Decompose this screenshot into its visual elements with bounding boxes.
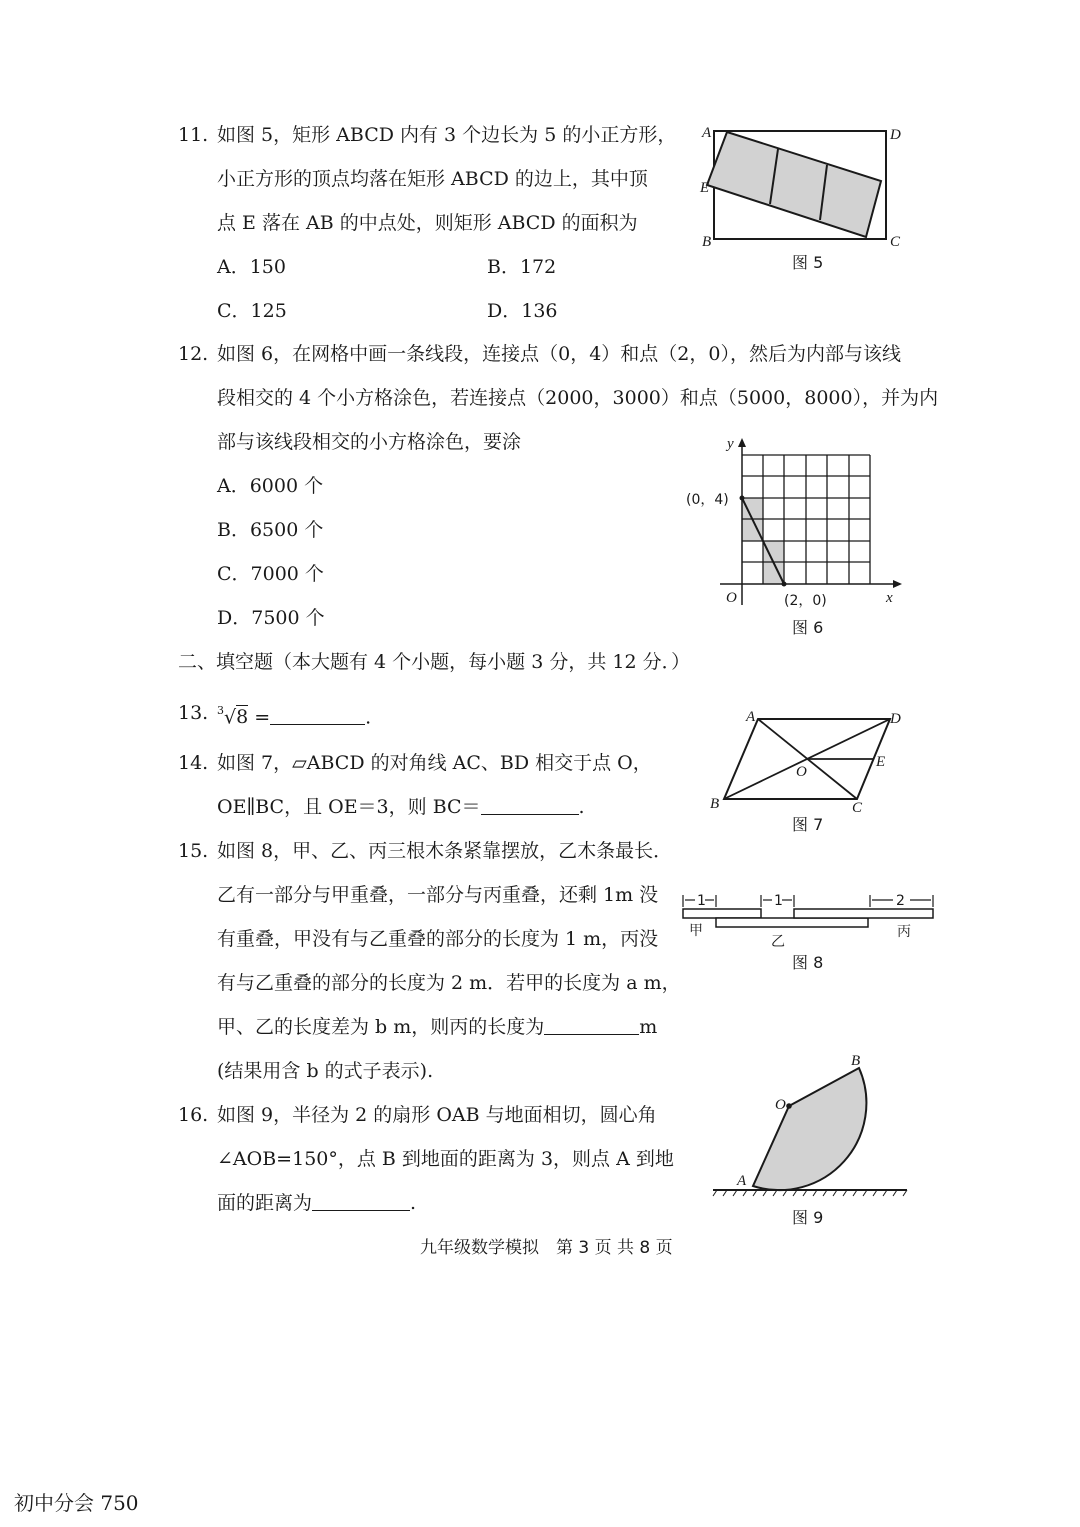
q13-answer-blank[interactable]: [270, 706, 365, 725]
q11-option-c: C．125: [217, 300, 287, 322]
q16-line3-wrap: [217, 1191, 416, 1215]
section-2-heading: 二、填空题（本大题有 4 个小题，每小题 3 分，共 12 分．）: [178, 651, 691, 673]
q14-line1: 如图 7，▱ABCD 的对角线 AC、BD 相交于点 O，: [217, 752, 652, 774]
bar-bing: [794, 909, 933, 918]
q16-answer-blank[interactable]: [312, 1192, 410, 1211]
q11-line2: 小正方形的顶点均落在矩形 ABCD 的边上，其中顶: [217, 168, 648, 190]
label-c: C: [890, 234, 901, 250]
q13-root-sign: √: [224, 706, 237, 729]
q11-line3: 点 E 落在 AB 的中点处，则矩形 ABCD 的面积为: [217, 212, 638, 234]
label-d: D: [890, 127, 901, 143]
q11-option-b: B．172: [487, 256, 557, 278]
dim-bing-label: 2: [896, 893, 905, 909]
label-bing: 丙: [897, 924, 911, 940]
q16-number: 16.: [178, 1104, 209, 1126]
dim-gap-label: 1: [774, 893, 783, 909]
label-jia: 甲: [689, 923, 703, 939]
q15-line5-text: 甲、乙的长度差为 b m，则丙的长度为: [217, 1016, 545, 1038]
figure-5-caption: 图 5: [792, 253, 824, 272]
dim-jia-label: 1: [697, 893, 706, 909]
q15-line6: (结果用含 b 的式子表示).: [217, 1060, 434, 1082]
q11-option-a: A．150: [217, 256, 286, 278]
bar-yi: [716, 918, 868, 927]
q16-period: .: [410, 1192, 417, 1214]
x-axis-arrow: [893, 580, 902, 588]
q12-number: 12.: [178, 343, 209, 365]
figure-7-caption: 图 7: [792, 815, 824, 834]
q12-line3: 部与该线段相交的小方格涂色，要涂: [217, 431, 522, 453]
q16-line1: 如图 9，半径为 2 的扇形 OAB 与地面相切，圆心角: [217, 1104, 657, 1126]
center-o: [786, 1103, 792, 1109]
y-axis-arrow: [738, 438, 746, 447]
label-b: B: [851, 1053, 861, 1069]
figure-8: [675, 885, 940, 950]
point-label-2-0: (2，0): [784, 593, 827, 609]
q16-line2: ∠AOB=150°，点 B 到地面的距离为 3，则点 A 到地: [217, 1148, 674, 1170]
q12-line1: 如图 6，在网格中画一条线段，连接点（0，4）和点（2，0），然后为内部与该线: [217, 343, 901, 365]
q13-expression: [217, 701, 371, 729]
q14-line2: OE∥BC，且 OE＝3，则 BC＝: [217, 796, 481, 818]
figure-5: [690, 115, 920, 255]
figure-9: [705, 1048, 915, 1203]
q12-line2: 段相交的 4 个小方格涂色，若连接点（2000，3000）和点（5000，8000），并为内: [217, 387, 939, 409]
q12-option-d: D．7500 个: [217, 607, 325, 629]
figure-8-caption: 图 8: [792, 953, 824, 972]
q16-line3: 面的距离为: [217, 1192, 313, 1214]
three-squares: [707, 132, 881, 237]
q15-answer-blank[interactable]: [544, 1016, 639, 1035]
label-b: B: [702, 234, 712, 250]
y-label: y: [727, 436, 734, 452]
figure-7: [700, 700, 920, 815]
label-o: O: [775, 1097, 786, 1113]
q11-number: 11.: [178, 124, 209, 146]
q15-line3: 有重叠，甲没有与乙重叠的部分的长度为 1 m，丙没: [217, 928, 659, 950]
q15-line4: 有与乙重叠的部分的长度为 2 m．若甲的长度为 a m，: [217, 972, 681, 994]
page-footer: 九年级数学模拟 第 3 页 共 8 页: [420, 1238, 673, 1258]
q11-line1: 如图 5，矩形 ABCD 内有 3 个边长为 5 的小正方形，: [217, 124, 677, 146]
q15-unit: m: [639, 1016, 658, 1038]
x-label: x: [886, 590, 893, 606]
q13-equals: =: [254, 706, 271, 729]
label-d: D: [890, 711, 901, 727]
label-c: C: [852, 800, 863, 815]
origin-label: O: [726, 590, 737, 606]
figure-9-caption: 图 9: [792, 1208, 824, 1227]
q14-period: .: [578, 796, 585, 818]
label-yi: 乙: [771, 934, 785, 950]
q12-option-a: A．6000 个: [217, 475, 324, 497]
q14-number: 14.: [178, 752, 209, 774]
q12-option-c: C．7000 个: [217, 563, 324, 585]
point-label-0-4: (0，4): [686, 492, 729, 508]
q11-option-d: D．136: [487, 300, 558, 322]
q13-number: 13.: [178, 702, 209, 724]
watermark-text: 初中分会 750: [14, 1491, 139, 1515]
label-e: E: [876, 754, 886, 770]
q15-number: 15.: [178, 840, 209, 862]
label-a: A: [702, 125, 712, 141]
figure-6-caption: 图 6: [792, 618, 824, 637]
q13-period: .: [365, 706, 372, 729]
grid-lines: [742, 455, 870, 584]
label-b: B: [710, 796, 720, 812]
q14-line2-wrap: [217, 795, 585, 819]
q13-radicand: 8: [236, 706, 249, 729]
figure-6: [680, 430, 910, 615]
label-a: A: [737, 1173, 747, 1189]
q12-option-b: B．6500 个: [217, 519, 324, 541]
label-a: A: [746, 709, 756, 725]
label-e: E: [700, 180, 710, 196]
q15-line5: [217, 1015, 657, 1039]
q13-root-index: 3: [217, 704, 224, 717]
label-o: O: [796, 764, 807, 780]
q14-answer-blank[interactable]: [481, 796, 579, 815]
q15-line1: 如图 8，甲、乙、丙三根木条紧靠摆放，乙木条最长．: [217, 840, 673, 862]
sector-oab: [753, 1068, 866, 1190]
q15-line2: 乙有一部分与甲重叠，一部分与丙重叠，还剩 1m 没: [217, 884, 659, 906]
bar-jia: [683, 909, 761, 918]
